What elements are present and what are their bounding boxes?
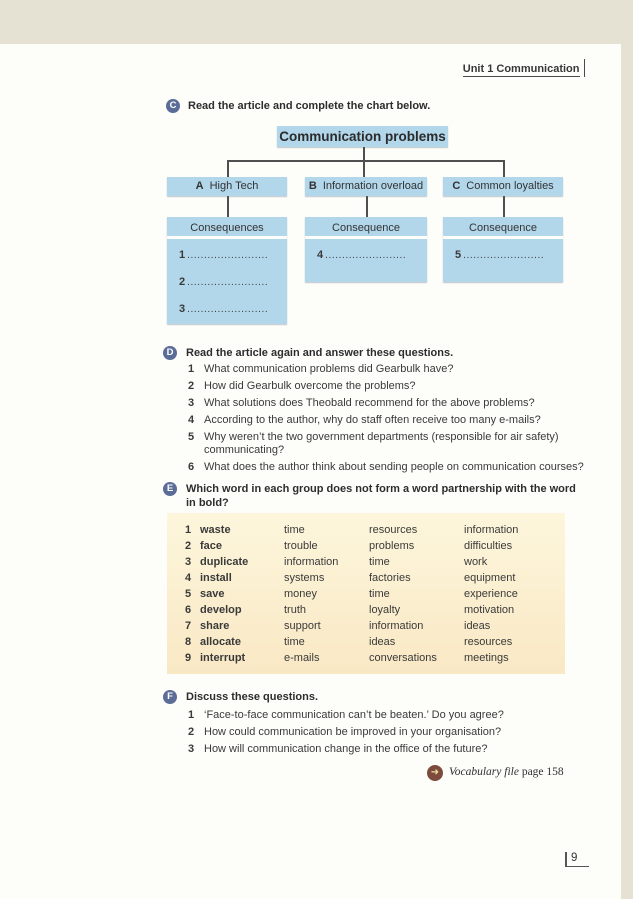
branch-c-letter: C bbox=[452, 180, 461, 192]
unit-header-label: Unit 1 Communication bbox=[462, 63, 580, 75]
section-d-questions bbox=[188, 363, 608, 478]
consequences-box-a bbox=[167, 217, 287, 324]
chart-branch-a bbox=[167, 177, 287, 196]
table-row: 7 share support information ideas bbox=[185, 620, 491, 632]
chart-connector-line bbox=[503, 196, 505, 217]
table-row: 1 waste time resources information bbox=[185, 524, 519, 536]
word-partnership-table bbox=[167, 513, 565, 674]
scan-right-band bbox=[621, 0, 633, 899]
blank-line-1: 1 ........................ bbox=[179, 249, 269, 261]
blank-line-3: 3 ........................ bbox=[179, 303, 269, 315]
table-row: 2 face trouble problems difficulties bbox=[185, 540, 513, 552]
table-row: 9 interrupt e-mails conversations meetings bbox=[185, 652, 509, 664]
consequence-box-c-title: Consequence bbox=[443, 217, 563, 239]
section-e-badge: E bbox=[163, 482, 177, 496]
chart-connector-line bbox=[227, 196, 229, 217]
branch-b-label: Information overload bbox=[322, 180, 424, 192]
section-e-heading: Which word in each group does not form a word partnership with the word in bold? bbox=[186, 483, 576, 509]
section-d-heading: Read the article again and answer these questions. bbox=[186, 347, 454, 359]
consequences-box-a-title: Consequences bbox=[167, 217, 287, 239]
question-row: 2 How could communication be improved in your organisation? bbox=[188, 726, 502, 738]
arrow-right-icon: ➜ bbox=[427, 765, 443, 781]
section-f-heading: Discuss these questions. bbox=[186, 691, 319, 703]
table-row: 5 save money time experience bbox=[185, 588, 518, 600]
consequence-box-c bbox=[443, 217, 563, 282]
chart-title: Communication problems bbox=[277, 126, 448, 147]
section-c-heading: Read the article and complete the chart below. bbox=[188, 100, 431, 112]
branch-c-label: Common loyalties bbox=[466, 180, 554, 192]
blank-line-5: 5 ........................ bbox=[455, 249, 545, 261]
chart-connector-line bbox=[503, 160, 505, 177]
chart-connector-line bbox=[366, 196, 368, 217]
branch-b-letter: B bbox=[308, 180, 317, 192]
table-row: 4 install systems factories equipment bbox=[185, 572, 516, 584]
branch-a-label: High Tech bbox=[209, 180, 259, 192]
vocabulary-file-page: page 158 bbox=[518, 766, 564, 778]
chart-connector-line bbox=[227, 160, 504, 162]
question-row: 5 Why weren’t the two government departments (responsible for air safety) communicating? bbox=[188, 431, 559, 456]
chart-connector-line bbox=[227, 160, 229, 177]
question-row: 3 What solutions does Theobald recommend for the above problems? bbox=[188, 397, 535, 409]
branch-a-letter: A bbox=[195, 180, 204, 192]
vocabulary-file-reference bbox=[449, 766, 564, 778]
table-row: 8 allocate time ideas resources bbox=[185, 636, 513, 648]
section-c-badge: C bbox=[166, 99, 180, 113]
question-row: 1 What communication problems did Gearbulk have? bbox=[188, 363, 454, 375]
chart-branch-b bbox=[305, 177, 427, 196]
table-row: 3 duplicate information time work bbox=[185, 556, 488, 568]
section-f-badge: F bbox=[163, 690, 177, 704]
question-row: 2 How did Gearbulk overcome the problems? bbox=[188, 380, 416, 392]
question-row: 3 How will communication change in the office of the future? bbox=[188, 743, 488, 755]
blank-line-2: 2 ........................ bbox=[179, 276, 269, 288]
blank-line-4: 4 ........................ bbox=[317, 249, 407, 261]
page-number: 9 bbox=[565, 852, 589, 867]
vocabulary-file-label: Vocabulary file bbox=[449, 766, 519, 778]
unit-header-tick bbox=[584, 59, 586, 77]
section-f-questions bbox=[188, 709, 608, 760]
consequence-box-b-title: Consequence bbox=[305, 217, 427, 239]
consequence-box-b bbox=[305, 217, 427, 282]
question-row: 1 ‘Face-to-face communication can’t be beaten.’ Do you agree? bbox=[188, 709, 504, 721]
textbook-page bbox=[0, 44, 621, 899]
unit-header bbox=[463, 59, 585, 77]
question-row: 4 According to the author, why do staff often receive too many e-mails? bbox=[188, 414, 541, 426]
chart-branch-c bbox=[443, 177, 563, 196]
section-d-badge: D bbox=[163, 346, 177, 360]
table-row: 6 develop truth loyalty motivation bbox=[185, 604, 515, 616]
scan-top-band bbox=[0, 0, 633, 44]
chart-connector-line bbox=[363, 147, 365, 177]
question-row: 6 What does the author think about sending people on communication courses? bbox=[188, 461, 584, 473]
